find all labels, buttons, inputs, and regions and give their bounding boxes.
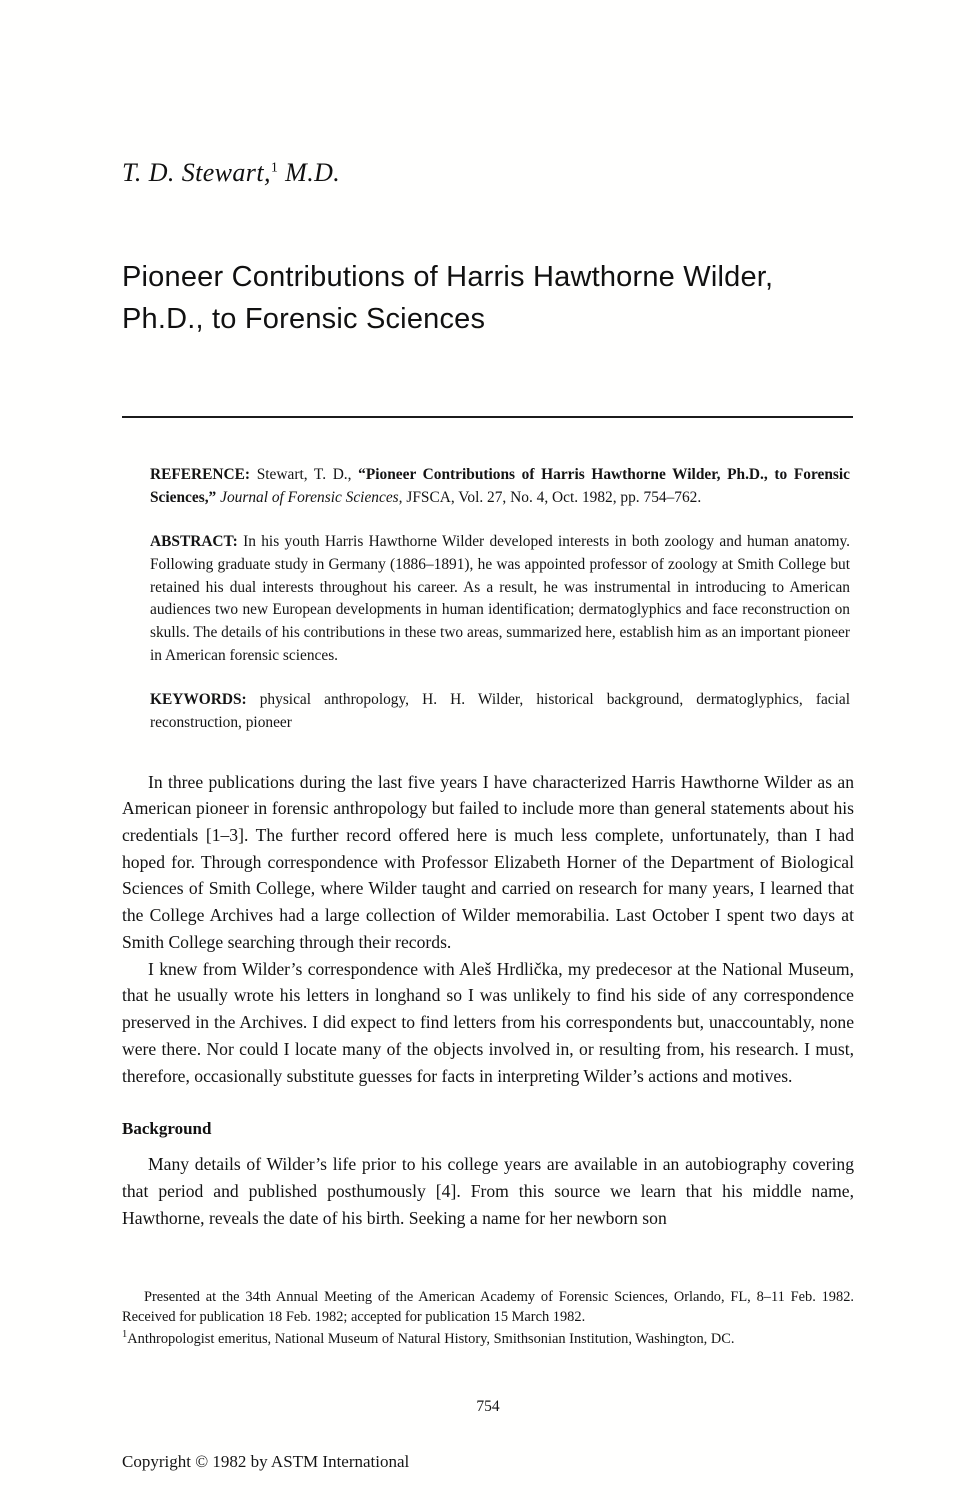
article-content [122, 0, 854, 1232]
reference-journal: Journal of Forensic Sciences, [220, 488, 403, 506]
abstract-block [150, 464, 850, 734]
reference-author: Stewart, T. D., [256, 466, 352, 484]
footnote-block [122, 1287, 854, 1349]
keywords-paragraph [150, 689, 850, 734]
abstract-paragraph [150, 531, 850, 667]
copyright-notice: Copyright © 1982 by ASTM International [122, 1452, 410, 1471]
keywords-text: physical anthropology, H. H. Wilder, historical background, dermatoglyphics, facial reconstruction, pioneer [150, 691, 850, 731]
footnote-affiliation [122, 1328, 854, 1349]
body-paragraph-1: In three publications during the last five years I have characterized Harris Hawthorne Wilder as an American pioneer in forensic anthropology but failed to include more than general statements about his credentials [1–3]. The further record offered here is much less complete, unfortunately, than I had hoped for. Through correspondence with Professor Elizabeth Horner of the Department of Biological Sciences of Smith College, where Wilder taught and carried on research for many years, I learned that the College Archives had a large collection of Wilder memorabilia. Last October I spent two days at Smith College searching through their records. [122, 771, 854, 952]
footnote-marker: 1 [122, 1328, 128, 1340]
reference-citation: JFSCA, Vol. 27, No. 4, Oct. 1982, pp. 754–762. [406, 488, 702, 506]
page-number: 754 [476, 1398, 500, 1415]
author-footnote-marker: 1 [270, 160, 279, 176]
author-name: T. D. Stewart, [122, 158, 271, 187]
body-text [122, 769, 854, 1232]
author-byline [122, 158, 854, 188]
abstract-text: In his youth Harris Hawthorne Wilder developed interests in both zoology and human anatomy. Following graduate study in Germany (1886–1891), he was appointed professor of zoology at Smith College but retained his dual interests throughout his career. As a result, he was instrumental in introducing to American audiences two new European developments in human identification; dermatoglyphics and face reconstruction on skulls. The details of his contributions in these two areas, summarized here, establish him as an important pioneer in American forensic sciences. [150, 533, 850, 664]
reference-article-title: “Pioneer Contributions of Harris Hawthorne Wilder, Ph.D., to Forensic Sciences,” [150, 466, 850, 506]
reference-paragraph [150, 464, 850, 509]
header-divider [122, 416, 853, 418]
page-title: Pioneer Contributions of Harris Hawthorne Wilder, Ph.D., to Forensic Sciences [122, 261, 774, 336]
body-paragraph-2: I knew from Wilder’s correspondence with Aleš Hrdlička, my predecesor at the National Museum, that he usually wrote his letters in longhand so I was unlikely to find his side of any correspondence preserved in the Archives. I did expect to find letters from his correspondents but, unaccountably, none were there. Nor could I locate many of the objects involved in, or resulting from, his research. I must, therefore, occasionally substitute guesses for facts in interpreting Wilder’s actions and motives. [122, 958, 854, 1086]
author-degree: M.D. [285, 158, 341, 187]
body-paragraph-3: Many details of Wilder’s life prior to his college years are available in an autobiography covering that period and published posthumously [4]. From this source we learn that his middle name, Hawthorne, reveals the date of his birth. Seeking a name for her newborn son [122, 1154, 854, 1228]
reference-label: REFERENCE: [150, 466, 251, 484]
section-heading-background: Background [122, 1119, 212, 1139]
keywords-label: KEYWORDS: [150, 691, 247, 709]
footnote-affiliation-text: Anthropologist emeritus, National Museum of Natural History, Smithsonian Institution, Washington, DC. [127, 1330, 735, 1347]
abstract-label: ABSTRACT: [150, 533, 238, 551]
footnote-presented: Presented at the 34th Annual Meeting of the American Academy of Forensic Sciences, Orlando, FL, 8–11 Feb. 1982. Received for publication 18 Feb. 1982; accepted for publication 15 March 1982. [122, 1289, 854, 1326]
